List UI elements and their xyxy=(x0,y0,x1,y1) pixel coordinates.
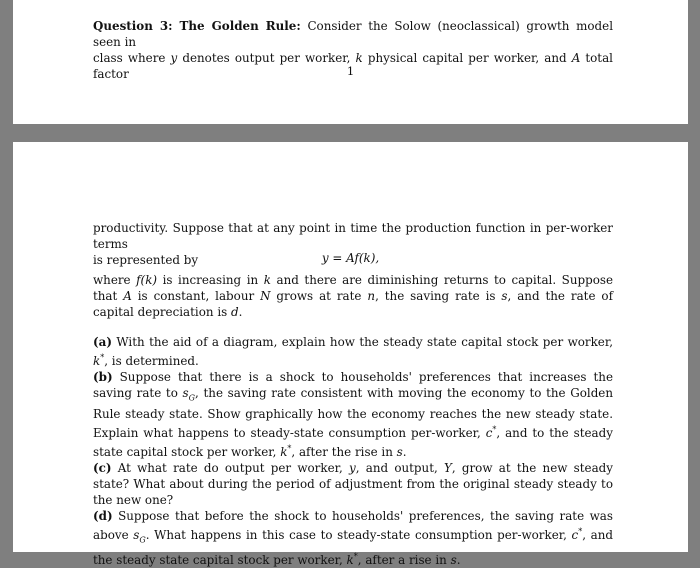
math-var: n xyxy=(367,289,376,303)
math-var: A xyxy=(571,51,581,65)
math-var: $s_G$ xyxy=(182,385,196,403)
text-run: , and output, xyxy=(355,461,444,476)
text-run: , after the rise in xyxy=(291,445,397,460)
math-var: c* xyxy=(571,527,583,543)
page-1 xyxy=(13,0,688,124)
text-run: . What happens in this case to steady-state consumption per-worker, xyxy=(145,528,572,543)
math-var: $s_G$ xyxy=(133,528,146,545)
math-var: k xyxy=(263,273,271,287)
question-text-1: Consider the Solow (neoclassical) growth model seen in xyxy=(93,19,613,49)
text-run: At what rate do output per worker, xyxy=(111,461,349,476)
text-run: class where xyxy=(93,51,171,65)
part-label: (d) xyxy=(93,509,113,524)
text-run: . xyxy=(402,445,407,460)
text-run: grows at rate xyxy=(270,289,368,303)
text-run: , and to the steady state capital stock per worker, xyxy=(93,426,613,460)
text-run: , and the steady state capital stock per worker, xyxy=(93,528,613,567)
text-run: denotes output per worker, xyxy=(177,51,356,65)
math-var: k* xyxy=(346,551,358,567)
paragraph-line: productivity. Suppose that at any point in time the production function in per-worker terms xyxy=(93,221,613,251)
text-run: where xyxy=(93,273,137,287)
text-run: . xyxy=(456,552,461,567)
math-var: s xyxy=(501,289,508,303)
text-run: , after a rise in xyxy=(357,552,451,567)
math-var: d xyxy=(231,305,239,319)
question-part xyxy=(93,460,613,508)
part-label: (a) xyxy=(93,335,112,349)
question-line-1 xyxy=(93,18,613,50)
assumptions-text xyxy=(93,272,613,320)
math-var: s xyxy=(450,552,457,567)
math-var: k xyxy=(355,51,363,65)
math-var: s xyxy=(396,445,403,460)
math-var: y xyxy=(349,461,356,476)
text-run: physical capital per worker, and xyxy=(362,51,572,65)
part-label: (c) xyxy=(93,461,112,476)
text-run: , grow at the new steady state? What about during the period of adjustment from the original steady steady to the new one? xyxy=(93,461,613,508)
question-part xyxy=(93,508,613,567)
math-var: Y xyxy=(444,461,452,476)
text-run: and there are diminishing returns to capital. Suppose that xyxy=(93,273,613,303)
part-label: (b) xyxy=(93,369,113,384)
question-part xyxy=(93,334,613,369)
text-run: . xyxy=(238,305,243,319)
production-function-equation: y = Af(k), xyxy=(321,251,380,265)
text-run: , the saving rate is xyxy=(375,289,502,303)
question-part xyxy=(93,369,613,460)
math-var: N xyxy=(260,289,271,303)
text-run: Suppose that before the shock to households' preferences, the saving rate was above xyxy=(93,509,613,543)
text-run: Suppose that there is a shock to households' preferences that increases the saving rate to xyxy=(93,369,613,400)
page-number: 1 xyxy=(346,64,355,78)
assumptions-paragraph xyxy=(93,272,613,320)
text-run: , is determined. xyxy=(104,353,199,368)
math-var: k* xyxy=(93,353,105,368)
text-run: , and the rate of capital depreciation is xyxy=(93,289,613,319)
math-var: y xyxy=(170,51,178,65)
text-run: , the saving rate consistent with moving the economy to the Golden Rule steady state. Show graphically how the economy reaches the new steady state. Explain what happens to steady-state consumption per-worker, xyxy=(93,385,613,441)
question-label: Question 3: The Golden Rule: xyxy=(93,19,301,33)
math-var: f(k) xyxy=(136,273,158,287)
text-run: total factor xyxy=(93,51,613,81)
text-run: is constant, labour xyxy=(131,289,261,303)
math-var: A xyxy=(123,289,132,303)
text-run: With the aid of a diagram, explain how the steady state capital stock per worker, xyxy=(111,335,613,349)
question-parts xyxy=(93,334,613,568)
text-run: is increasing in xyxy=(157,273,264,287)
math-var: k* xyxy=(280,444,292,460)
math-var: c* xyxy=(485,425,497,441)
page-2 xyxy=(13,142,688,567)
paragraph-line: is represented by xyxy=(93,253,199,267)
